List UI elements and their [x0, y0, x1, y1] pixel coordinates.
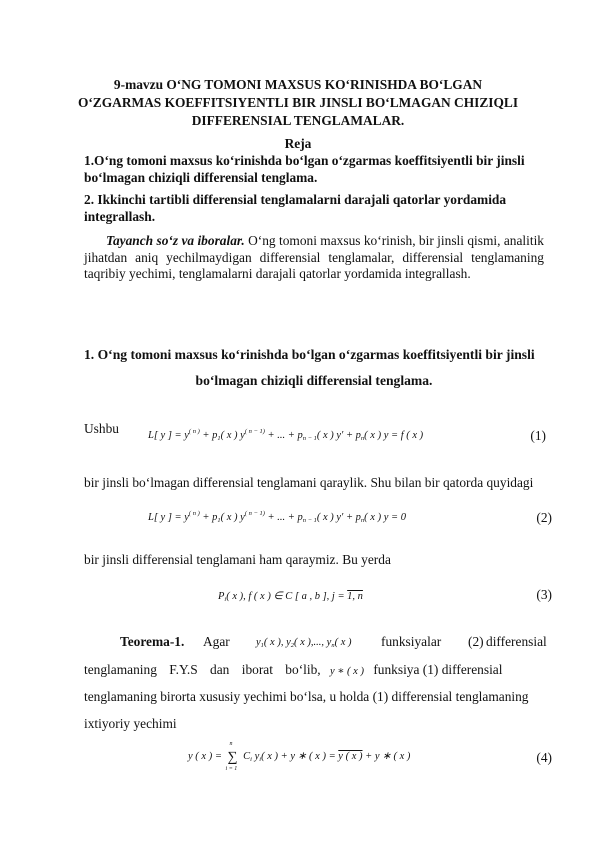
document-title — [70, 76, 526, 130]
theorem-line-2-b: funksiya (1) differensial — [373, 662, 503, 677]
equation-3: $P_i$( x ), f ( x ) ∈ C [ a , b ], j = 1, n — [218, 591, 363, 603]
keywords-paragraph — [84, 233, 544, 283]
keywords-text: O‘ng tomoni maxsus ko‘rinish, bir jinsli qismi, analitik jihatdan aniq yechilmaydigan differensial tenglamalar, differensial tenglamaning taqribiy yechimi, tenglamalarni darajali qatorlar yordamida integrallash. — [84, 233, 544, 281]
equation-4-number: (4) — [536, 750, 552, 765]
equation-2-number: (2) — [536, 510, 552, 525]
equation-1-number: (1) — [530, 428, 546, 443]
section-1-line-1: 1. O‘ng tomoni maxsus ko‘rinishda bo‘lgan o‘zgarmas koeffitsiyentli bir jinsli — [84, 347, 535, 362]
title-line-1: 9-mavzu O‘NG TOMONI MAXSUS KO‘RINISHDA BO‘LGAN — [113, 77, 483, 92]
text-after-eq2: bir jinsli differensial tenglamani ham qaraymiz. Bu yerda — [84, 552, 391, 567]
theorem-line-4: ixtiyoriy yechimi — [84, 716, 177, 731]
theorem-word-differensial: differensial — [486, 634, 547, 649]
equation-2: L[ y ] = $y^{( n )} + p_1$( x ) $y^{( n - 1)}$ + ... + $p_{n - 1}$( x ) $y' + p_n$( x ) y = 0 — [148, 510, 406, 524]
plan-item-1: 1.O‘ng tomoni maxsus ko‘rinishda bo‘lgan o‘zgarmas koeffitsiyentli bir jinsli bo‘lmagan chiziqli differensial tenglama. — [84, 153, 525, 185]
theorem-word-2: (2) — [468, 634, 484, 649]
section-1-line-2: bo‘lmagan chiziqli differensial tenglama. — [195, 373, 433, 388]
equation-4: y ( x ) = ∑ n i = 1 $C_i$ $y_i$( x ) + y ∗ ( x ) = y ( x ) + y ∗ ( x ) — [188, 741, 411, 772]
equation-3-number: (3) — [536, 587, 552, 602]
theorem-line-2 — [84, 656, 546, 686]
text-after-eq1: bir jinsli bo‘lmagan differensial tenglamani qaraylik. Shu bilan bir qatorda quyidagi — [84, 475, 534, 490]
ushbu-text: Ushbu — [84, 421, 119, 436]
theorem-particular-solution: y ∗ ( x ) — [330, 666, 364, 677]
section-1-heading — [84, 342, 544, 394]
theorem-line-3: tenglamaning birorta xususiy yechimi bo‘lsa, u holda (1) differensial tenglamaning — [84, 689, 529, 704]
plan-item-2: 2. Ikkinchi tartibli differensial tenglamalarni darajali qatorlar yordamida integrallash. — [84, 192, 507, 224]
theorem-label: Teorema-1. — [120, 634, 185, 649]
equation-1: L[ y ] = $y^{( n )} + p_1$( x ) $y^{( n - 1)}$ + ... + $p_{n - 1}$( x ) $y' + p_n$( x ) y = f ( x ) — [148, 428, 424, 442]
theorem-word-funksiyalar: funksiyalar — [381, 634, 442, 649]
title-line-3: DIFFERENSIAL TENGLAMALAR. — [191, 113, 405, 128]
theorem-functions: $y_1$( x ), $y_2$( x ),..., $y_n$( x ) — [256, 637, 352, 649]
theorem-word-agar: Agar — [203, 634, 230, 649]
keywords-label: Tayanch so‘z va iboralar. — [106, 233, 245, 248]
plan-heading: Reja — [284, 136, 312, 151]
theorem-line-2-a: tenglamaning F.Y.S dan iborat bo‘lib, — [84, 662, 321, 677]
title-line-2: O‘ZGARMAS KOEFFITSIYENTLI BIR JINSLI BO‘LMAGAN CHIZIQLI — [77, 95, 519, 110]
